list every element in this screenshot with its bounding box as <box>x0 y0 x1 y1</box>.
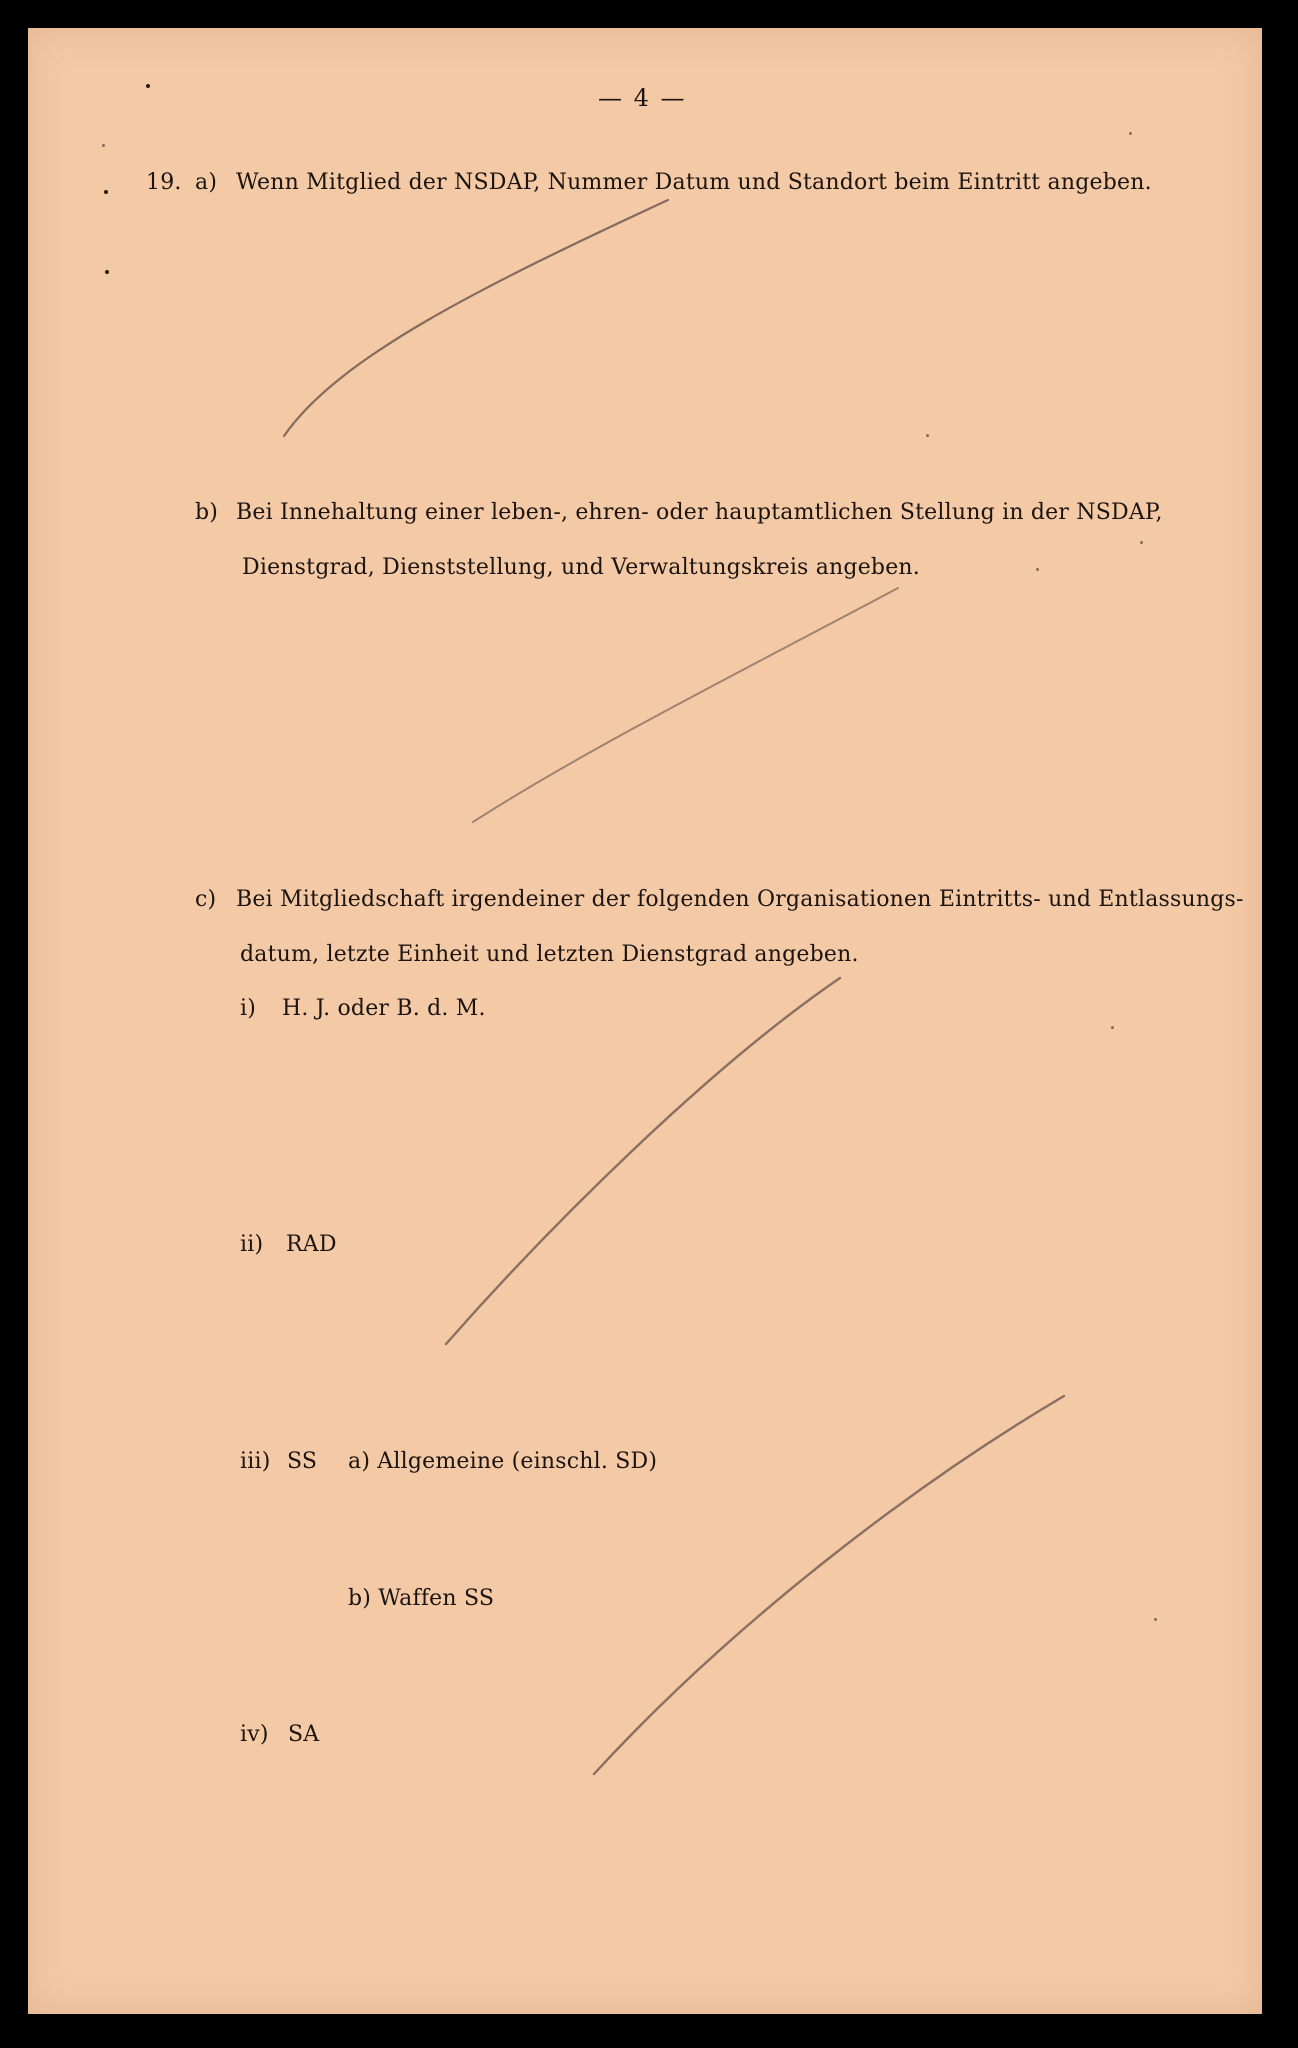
page-number: — 4 — <box>598 84 687 112</box>
paper-speck <box>926 434 929 437</box>
paper-speck <box>102 144 105 147</box>
pencil-stroke-a <box>284 200 668 436</box>
paper-speck <box>1111 1026 1114 1029</box>
item-ii-label: ii) <box>240 1232 264 1257</box>
question-b-line2: Dienstgrad, Dienststellung, und Verwaltungskreis angeben. <box>242 555 920 580</box>
paper-speck <box>146 84 150 88</box>
pencil-strokes <box>28 28 1262 2014</box>
item-iii-sub-a: a) Allgemeine (einschl. SD) <box>348 1449 658 1474</box>
paper-speck <box>1140 541 1143 544</box>
item-iii-sub-b: b) Waffen SS <box>348 1586 495 1611</box>
paper-speck <box>1036 568 1039 571</box>
question-c-letter: c) <box>195 887 217 912</box>
item-iv-label: iv) <box>240 1722 269 1747</box>
item-ii-text: RAD <box>286 1232 337 1257</box>
paper-speck <box>1129 132 1132 135</box>
document-page <box>28 28 1262 2014</box>
paper-speck <box>1154 1618 1157 1621</box>
item-i-text: H. J. oder B. d. M. <box>282 996 486 1021</box>
item-i-label: i) <box>240 996 257 1021</box>
pencil-stroke-d <box>594 1396 1064 1774</box>
question-c-line2: datum, letzte Einheit und letzten Dienstgrad angeben. <box>240 942 859 967</box>
pencil-stroke-b <box>473 588 898 822</box>
question-number: 19. <box>146 170 182 195</box>
question-a-letter: a) <box>195 170 218 195</box>
question-b-line1: Bei Innehaltung einer leben-, ehren- oder hauptamtlichen Stellung in der NSDAP, <box>236 500 1163 525</box>
item-iv-text: SA <box>288 1722 320 1747</box>
pencil-stroke-c <box>446 978 840 1344</box>
paper-speck <box>105 270 109 274</box>
item-iii-text: SS <box>287 1449 318 1474</box>
question-a-text: Wenn Mitglied der NSDAP, Nummer Datum und Standort beim Eintritt angeben. <box>236 170 1152 195</box>
question-b-letter: b) <box>195 500 219 525</box>
item-iii-label: iii) <box>240 1449 271 1474</box>
paper-speck <box>104 190 108 194</box>
question-c-line1: Bei Mitgliedschaft irgendeiner der folgenden Organisationen Eintritts- und Entlassungs- <box>236 887 1244 912</box>
